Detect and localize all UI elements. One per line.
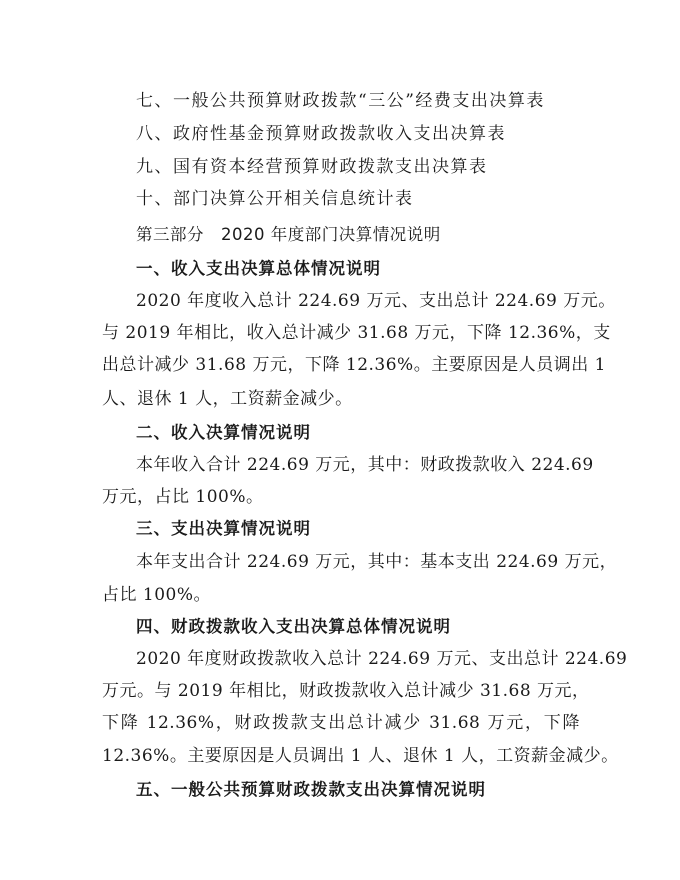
section-heading: 一、收入支出决算总体情况说明 <box>136 259 381 278</box>
section-heading: 五、一般公共预算财政拨款支出决算情况说明 <box>136 780 486 799</box>
toc-item: 七、一般公共预算财政拨款“三公”经费支出决算表 <box>136 91 545 111</box>
section-heading: 三、支出决算情况说明 <box>136 519 311 538</box>
toc-item: 十、部门决算公开相关信息统计表 <box>136 189 414 209</box>
paragraph-line: 万元。与 2019 年相比，财政拨款收入总计减少 31.68 万元， <box>102 681 590 701</box>
section-heading: 二、收入决算情况说明 <box>136 423 311 442</box>
paragraph-line: 本年收入合计 224.69 万元，其中：财政拨款收入 224.69 <box>136 455 594 475</box>
paragraph-line: 本年支出合计 224.69 万元，其中：基本支出 224.69 万元， <box>136 552 618 572</box>
paragraph-line: 占比 100%。 <box>102 585 212 605</box>
section-heading: 四、财政拨款收入支出决算总体情况说明 <box>136 617 451 636</box>
paragraph-line: 万元，占比 100%。 <box>102 487 264 507</box>
paragraph-line: 出总计减少 31.68 万元，下降 12.36%。主要原因是人员调出 1 <box>102 355 606 375</box>
paragraph-line: 下降 12.36%，财政拨款支出总计减少 31.68 万元，下降 <box>102 713 580 733</box>
toc-item: 九、国有资本经营预算财政拨款支出决算表 <box>136 157 488 177</box>
paragraph-line: 2020 年度收入总计 224.69 万元、支出总计 224.69 万元。 <box>136 291 616 311</box>
toc-item: 八、政府性基金预算财政拨款收入支出决算表 <box>136 124 506 144</box>
part-title: 第三部分 2020 年度部门决算情况说明 <box>136 225 441 244</box>
paragraph-line: 2020 年度财政拨款收入总计 224.69 万元、支出总计 224.69 <box>136 649 628 669</box>
paragraph-line: 人、退休 1 人，工资薪金减少。 <box>102 389 353 409</box>
paragraph-line: 与 2019 年相比，收入总计减少 31.68 万元，下降 12.36%，支 <box>102 323 611 343</box>
paragraph-line: 12.36%。主要原因是人员调出 1 人、退休 1 人，工资薪金减少。 <box>102 746 619 766</box>
